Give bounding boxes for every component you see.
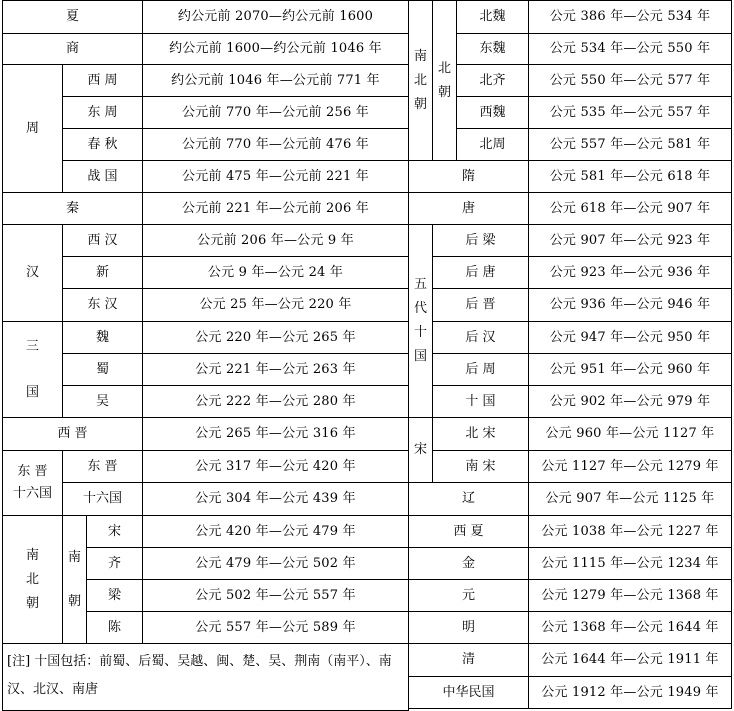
dynasty-name: 战 国 — [63, 161, 143, 193]
row-houhan — [409, 322, 732, 354]
dynasty-date: 公元 479 年—公元 502 年 — [143, 548, 409, 580]
row-jin — [409, 548, 732, 580]
dynasty-date: 公元 907 年—公元 1125 年 — [529, 483, 732, 516]
row-dongzhou — [3, 97, 409, 129]
row-donghan — [3, 289, 409, 322]
dynasty-name: 西 汉 — [63, 225, 143, 257]
dynasty-date: 公元 502 年—公元 557 年 — [143, 580, 409, 612]
group-char: 北 — [413, 72, 427, 88]
dynasty-name: 东 汉 — [63, 289, 143, 322]
dynasty-date: 公元 1912 年—公元 1949 年 — [529, 677, 732, 709]
dynasty-date: 公元 304 年—公元 439 年 — [143, 483, 409, 516]
dynasty-table-right — [408, 0, 732, 709]
dynasty-date: 公元 317 年—公元 420 年 — [143, 451, 409, 483]
dynasty-name: 西 周 — [63, 65, 143, 97]
group-char: 南 — [413, 48, 427, 64]
row-wei — [3, 322, 409, 354]
dynasty-date: 公元 265 年—公元 316 年 — [143, 418, 409, 451]
footnote: [注] 十国包括：前蜀、后蜀、吴越、闽、楚、吴、荆南（南平）、南汉、北汉、南唐 — [3, 644, 409, 711]
row-houjin — [409, 289, 732, 322]
dynasty-name: 十六国 — [63, 483, 143, 516]
row-xihan — [3, 225, 409, 257]
dynasty-date: 公元 1644 年—公元 1911 年 — [529, 644, 732, 677]
dynasty-name: 西 夏 — [409, 516, 529, 548]
dynasty-group-zhou: 周 — [3, 65, 63, 193]
row-beiqi — [409, 65, 732, 97]
row-xizhou — [3, 65, 409, 97]
group-label: 十六国 — [12, 486, 52, 501]
row-houzhou — [409, 354, 732, 386]
group-char: 南 — [67, 549, 81, 565]
row-xixia — [409, 516, 732, 548]
dynasty-name: 西 晋 — [3, 418, 143, 451]
dynasty-group-sanguo — [3, 322, 63, 418]
dynasty-date: 公元 420 年—公元 479 年 — [143, 516, 409, 548]
dynasty-name: 魏 — [63, 322, 143, 354]
dynasty-name: 辽 — [409, 483, 529, 516]
dynasty-name: 元 — [409, 580, 529, 612]
dynasty-date: 公元 1127 年—公元 1279 年 — [529, 451, 732, 483]
dynasty-date: 约公元前 2070—约公元前 1600 — [143, 1, 409, 34]
dynasty-date: 约公元前 1046 年—公元前 771 年 — [143, 65, 409, 97]
group-char: 朝 — [67, 593, 81, 609]
dynasty-name: 后 梁 — [433, 225, 529, 257]
dynasty-name: 北 宋 — [433, 418, 529, 451]
dynasty-date: 公元 550 年—公元 577 年 — [529, 65, 732, 97]
dynasty-date: 公元前 221 年—公元前 206 年 — [143, 193, 409, 225]
row-xia — [3, 1, 409, 34]
dynasty-name: 北齐 — [457, 65, 529, 97]
dynasty-date: 公元前 475 年—公元前 221 年 — [143, 161, 409, 193]
row-sui — [409, 161, 732, 193]
row-minguo — [409, 677, 732, 709]
group-char: 朝 — [413, 96, 427, 112]
dynasty-name: 陈 — [87, 612, 143, 644]
dynasty-date: 公元 581 年—公元 618 年 — [529, 161, 732, 193]
dynasty-date: 公元 1368 年—公元 1644 年 — [529, 612, 732, 644]
row-qing — [409, 644, 732, 677]
group-char: 北 — [437, 60, 451, 76]
dynasty-name: 夏 — [3, 1, 143, 34]
dynasty-date: 公元 25 年—公元 220 年 — [143, 289, 409, 322]
group-char: 朝 — [25, 595, 39, 611]
dynasty-date: 公元 947 年—公元 950 年 — [529, 322, 732, 354]
group-char: 三 — [25, 338, 39, 354]
dynasty-name: 西魏 — [457, 97, 529, 129]
row-shu — [3, 354, 409, 386]
group-label: 东 晋 — [17, 464, 48, 479]
dynasty-name: 北周 — [457, 129, 529, 161]
dynasty-date: 公元 907 年—公元 923 年 — [529, 225, 732, 257]
dynasty-name: 齐 — [87, 548, 143, 580]
dynasty-group-nanbeichao — [3, 516, 63, 644]
dynasty-name: 隋 — [409, 161, 529, 193]
group-char: 十 — [413, 325, 427, 340]
dynasty-name: 唐 — [409, 193, 529, 225]
dynasty-date: 约公元前 1600—约公元前 1046 年 — [143, 34, 409, 65]
row-tang — [409, 193, 732, 225]
dynasty-date: 公元 618 年—公元 907 年 — [529, 193, 732, 225]
row-nansong — [409, 451, 732, 483]
dynasty-group-wudai — [409, 225, 433, 418]
row-xijin — [3, 418, 409, 451]
dynasty-name: 东 周 — [63, 97, 143, 129]
row-dongjin — [3, 451, 409, 483]
dynasty-date: 公元前 206 年—公元 9 年 — [143, 225, 409, 257]
group-char: 代 — [413, 301, 427, 316]
dynasty-subgroup-beichao — [433, 1, 457, 161]
dynasty-name: 明 — [409, 612, 529, 644]
dynasty-date: 公元 902 年—公元 979 年 — [529, 386, 732, 418]
dynasty-date: 公元前 770 年—公元前 256 年 — [143, 97, 409, 129]
group-char: 南 — [25, 547, 39, 563]
dynasty-name: 蜀 — [63, 354, 143, 386]
dynasty-name: 东魏 — [457, 34, 529, 65]
row-shang — [3, 34, 409, 65]
row-xiwei — [409, 97, 732, 129]
row-note — [3, 644, 409, 711]
row-yuan — [409, 580, 732, 612]
row-shiguo — [409, 386, 732, 418]
group-char: 国 — [25, 384, 39, 400]
row-houtang — [409, 257, 732, 289]
dynasty-name: 后 晋 — [433, 289, 529, 322]
dynasty-date: 公元 960 年—公元 1127 年 — [529, 418, 732, 451]
dynasty-date: 公元 1115 年—公元 1234 年 — [529, 548, 732, 580]
dynasty-name: 秦 — [3, 193, 143, 225]
dynasty-date: 公元前 770 年—公元前 476 年 — [143, 129, 409, 161]
dynasty-name: 金 — [409, 548, 529, 580]
dynasty-group-nanbeichao — [409, 1, 433, 161]
dynasty-date: 公元 386 年—公元 534 年 — [529, 1, 732, 34]
group-char: 国 — [413, 349, 427, 364]
dynasty-name: 后 周 — [433, 354, 529, 386]
dynasty-group-song: 宋 — [409, 418, 433, 483]
dynasty-date: 公元 9 年—公元 24 年 — [143, 257, 409, 289]
dynasty-subgroup-nanchao — [63, 516, 87, 644]
dynasty-date: 公元 951 年—公元 960 年 — [529, 354, 732, 386]
dynasty-date: 公元 1038 年—公元 1227 年 — [529, 516, 732, 548]
row-dongwei — [409, 34, 732, 65]
row-song-nan — [3, 516, 409, 548]
group-char: 朝 — [437, 84, 451, 100]
dynasty-date: 公元 220 年—公元 265 年 — [143, 322, 409, 354]
dynasty-name: 中华民国 — [409, 677, 529, 709]
row-beiwei — [409, 1, 732, 34]
dynasty-table-left — [2, 0, 409, 711]
dynasty-name: 新 — [63, 257, 143, 289]
dynasty-date: 公元 1279 年—公元 1368 年 — [529, 580, 732, 612]
group-char: 北 — [25, 571, 39, 587]
row-beisong — [409, 418, 732, 451]
dynasty-name: 宋 — [87, 516, 143, 548]
dynasty-date: 公元 923 年—公元 936 年 — [529, 257, 732, 289]
dynasty-name: 东 晋 — [63, 451, 143, 483]
row-chunqiu — [3, 129, 409, 161]
row-liao — [409, 483, 732, 516]
dynasty-group-dongjin — [3, 451, 63, 516]
dynasty-group-han: 汉 — [3, 225, 63, 322]
dynasty-date: 公元 557 年—公元 581 年 — [529, 129, 732, 161]
row-xin — [3, 257, 409, 289]
row-ming — [409, 612, 732, 644]
row-zhanguo — [3, 161, 409, 193]
dynasty-name: 后 唐 — [433, 257, 529, 289]
dynasty-date: 公元 535 年—公元 557 年 — [529, 97, 732, 129]
dynasty-date: 公元 557 年—公元 589 年 — [143, 612, 409, 644]
group-char: 五 — [413, 277, 427, 292]
row-houliang — [409, 225, 732, 257]
dynasty-name: 梁 — [87, 580, 143, 612]
row-shiliuguo — [3, 483, 409, 516]
dynasty-date: 公元 222 年—公元 280 年 — [143, 386, 409, 418]
dynasty-name: 春 秋 — [63, 129, 143, 161]
dynasty-name: 吴 — [63, 386, 143, 418]
dynasty-name: 十 国 — [433, 386, 529, 418]
dynasty-name: 商 — [3, 34, 143, 65]
row-beizhou — [409, 129, 732, 161]
dynasty-date: 公元 221 年—公元 263 年 — [143, 354, 409, 386]
dynasty-name: 北魏 — [457, 1, 529, 34]
row-qin — [3, 193, 409, 225]
dynasty-name: 南 宋 — [433, 451, 529, 483]
dynasty-name: 清 — [409, 644, 529, 677]
dynasty-date: 公元 936 年—公元 946 年 — [529, 289, 732, 322]
dynasty-name: 后 汉 — [433, 322, 529, 354]
dynasty-date: 公元 534 年—公元 550 年 — [529, 34, 732, 65]
row-wu — [3, 386, 409, 418]
